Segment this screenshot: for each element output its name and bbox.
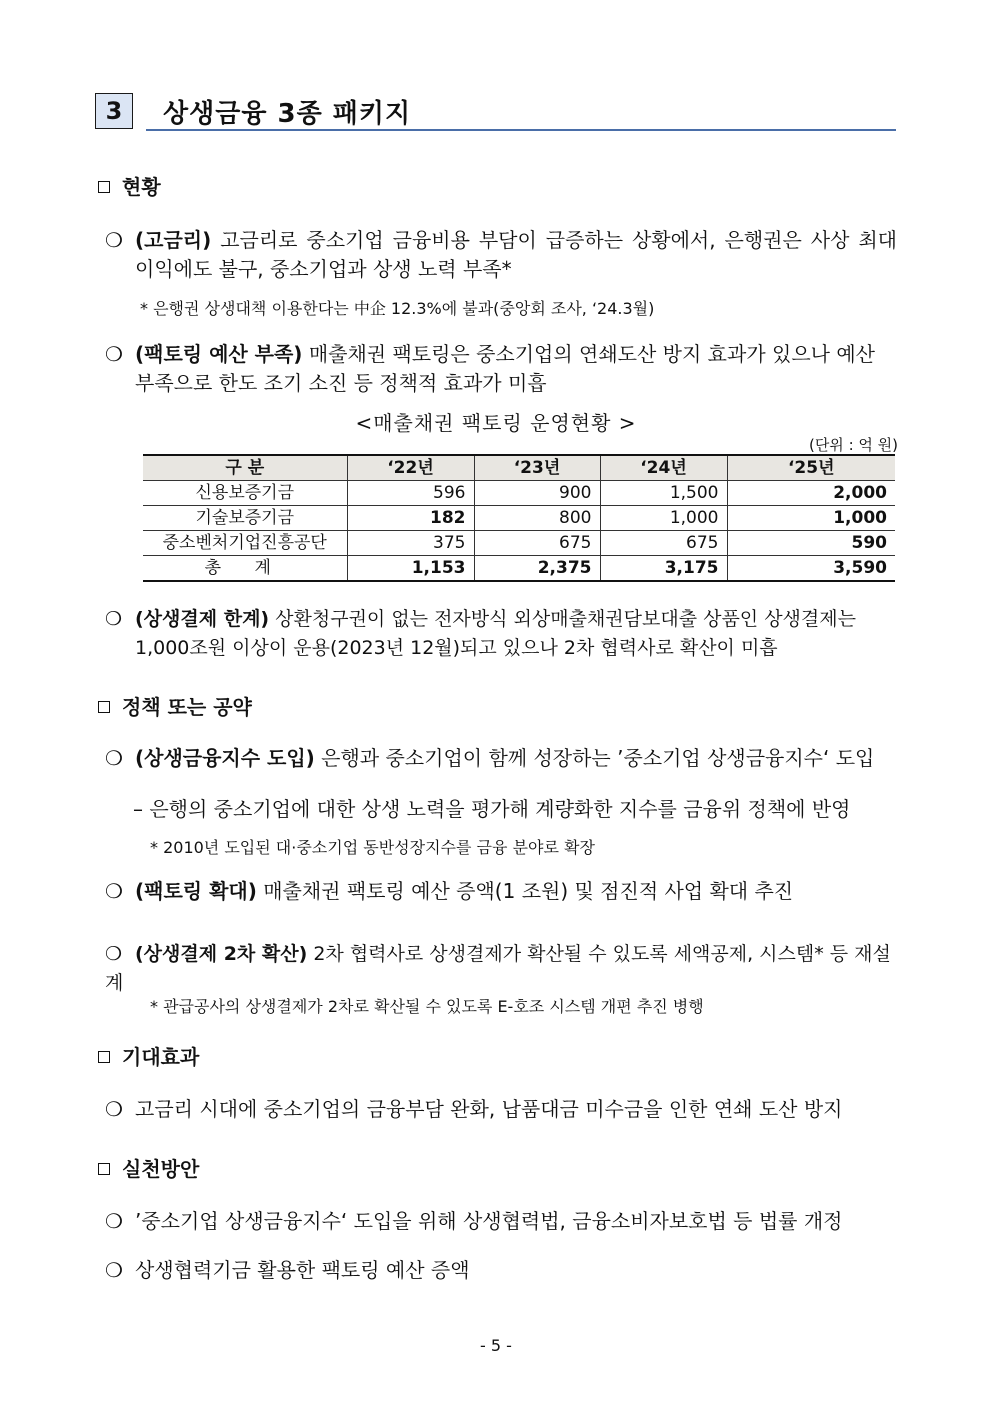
table-cell: 1,153: [347, 556, 474, 582]
header-year: ‘22년: [347, 455, 474, 481]
heading-plan: 실천방안: [98, 1153, 199, 1182]
heading-policy: 정책 또는 공약: [98, 691, 252, 720]
table-cell: 1,000: [600, 506, 727, 531]
page-number: - 5 -: [480, 1336, 512, 1355]
table-row: [143, 531, 895, 556]
status-p1-line2: 이익에도 불구, 중소기업과 상생 노력 부족*: [135, 257, 512, 281]
status-p3-line2: 1,000조원 이상이 운용(2023년 12월)되고 있으나 2차 협력사로 확산이 미흡: [135, 637, 778, 659]
plan-paragraph-1: ❍ ’중소기업 상생금융지수‘ 도입을 위해 상생협력법, 금융소비자보호법 등 법률 개정: [105, 1207, 897, 1236]
row-label: 중소벤처기업진흥공단: [143, 531, 347, 556]
circle-bullet-icon: ❍: [105, 746, 123, 770]
checkbox-square-icon: [98, 701, 110, 713]
section-number: 3: [95, 93, 133, 129]
circle-bullet-icon: ❍: [105, 1258, 123, 1282]
table-total-row: [143, 556, 895, 582]
row-label: 신용보증기금: [143, 481, 347, 506]
policy-paragraph-1: ❍ (상생금융지수 도입) 은행과 중소기업이 함께 성장하는 ’중소기업 상생금융지수‘ 도입: [105, 744, 897, 773]
row-label: 기술보증기금: [143, 506, 347, 531]
table-row: [143, 481, 895, 506]
status-p2-line1: ❍ (팩토링 예산 부족) 매출채권 팩토링은 중소기업의 연쇄도산 방지 효과가 있으나 예산: [105, 340, 897, 369]
factoring-table: [143, 454, 895, 582]
circle-bullet-icon: ❍: [105, 1209, 123, 1233]
section-underline: [146, 129, 896, 131]
table-row: [143, 506, 895, 531]
table-cell: 596: [347, 481, 474, 506]
checkbox-square-icon: [98, 1163, 110, 1175]
checkbox-square-icon: [98, 181, 110, 193]
header-year: ‘24년: [600, 455, 727, 481]
circle-bullet-icon: ❍: [105, 943, 123, 965]
policy-dash-note: * 2010년 도입된 대·중소기업 동반성장지수를 금융 분야로 확장: [150, 838, 595, 857]
table-cell: 2,000: [727, 481, 895, 506]
policy-paragraph-2: ❍ (팩토링 확대) 매출채권 팩토링 예산 증액(1 조원) 및 점진적 사업 확대 추진: [105, 877, 897, 906]
status-p3-line1: ❍ (상생결제 한계) 상환청구권이 없는 전자방식 외상매출채권담보대출 상품인 상생결제는: [105, 605, 897, 634]
heading-effect: 기대효과: [98, 1041, 199, 1070]
circle-bullet-icon: ❍: [105, 879, 123, 903]
status-p2-line2: 부족으로 한도 조기 소진 등 정책적 효과가 미흡: [135, 371, 547, 395]
table-cell: 800: [474, 506, 600, 531]
status-paragraph-1: [105, 226, 897, 284]
table-unit: (단위 : 억 원): [808, 436, 898, 454]
header-year: ‘23년: [474, 455, 600, 481]
table-cell: 3,590: [727, 556, 895, 582]
effect-paragraph-1: ❍ 고금리 시대에 중소기업의 금융부담 완화, 납품대금 미수금을 인한 연쇄 도산 방지: [105, 1095, 897, 1124]
policy-paragraph-3: ❍ (상생결제 2차 확산) 2차 협력사로 상생결제가 확산될 수 있도록 세액공제, 시스템* 등 재설계: [105, 940, 897, 998]
policy-dash-item: – 은행의 중소기업에 대한 상생 노력을 평가해 계량화한 지수를 금융위 정책에 반영: [133, 797, 851, 821]
circle-bullet-icon: ❍: [105, 342, 123, 366]
table-header-row: [143, 455, 895, 481]
table-cell: 1,000: [727, 506, 895, 531]
circle-bullet-icon: ❍: [105, 228, 123, 252]
row-label: 총 계: [143, 556, 347, 582]
checkbox-square-icon: [98, 1051, 110, 1063]
table-cell: 1,500: [600, 481, 727, 506]
table-title: <매출채권 팩토링 운영현황 >: [355, 411, 637, 435]
table-cell: 675: [474, 531, 600, 556]
header-year: ‘25년: [727, 455, 895, 481]
section-title: 상생금융 3종 패키지: [163, 99, 412, 129]
table-cell: 3,175: [600, 556, 727, 582]
status-paragraph-2: [105, 340, 897, 398]
status-p1-line1: ❍ (고금리) 고금리로 중소기업 금융비용 부담이 급증하는 상황에서, 은행권은 사상 최대: [105, 226, 897, 255]
table-cell: 182: [347, 506, 474, 531]
table-cell: 375: [347, 531, 474, 556]
status-p1-note: * 은행권 상생대책 이용한다는 中企 12.3%에 불과(중앙회 조사, ‘24.3월): [140, 299, 655, 318]
table-cell: 900: [474, 481, 600, 506]
table-cell: 590: [727, 531, 895, 556]
table-cell: 675: [600, 531, 727, 556]
table-cell: 2,375: [474, 556, 600, 582]
heading-status: 현황: [98, 171, 161, 200]
circle-bullet-icon: ❍: [105, 1097, 123, 1121]
policy-p3-note: * 관급공사의 상생결제가 2차로 확산될 수 있도록 E-호조 시스템 개편 추진 병행: [150, 997, 704, 1016]
circle-bullet-icon: ❍: [105, 608, 123, 630]
header-category: 구 분: [143, 455, 347, 481]
status-paragraph-3: [105, 605, 897, 663]
plan-paragraph-2: ❍ 상생협력기금 활용한 팩토링 예산 증액: [105, 1256, 897, 1285]
